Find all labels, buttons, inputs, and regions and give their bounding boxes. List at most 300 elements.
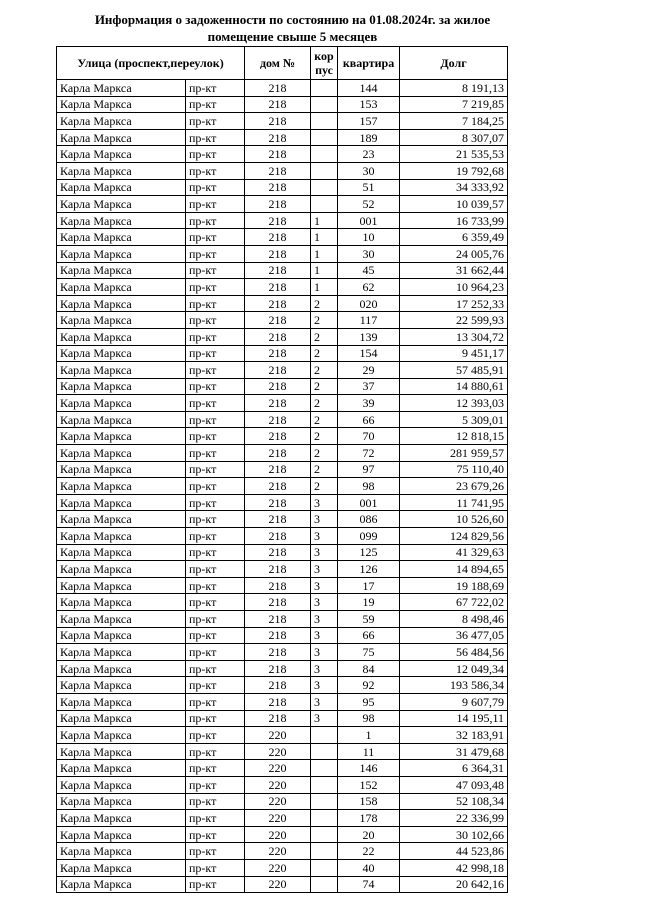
cell-korpus bbox=[311, 859, 338, 876]
cell-debt: 21 535,53 bbox=[400, 146, 508, 163]
cell-street: Карла Маркса bbox=[57, 760, 186, 777]
cell-debt: 8 307,07 bbox=[400, 129, 508, 146]
cell-street: Карла Маркса bbox=[57, 627, 186, 644]
cell-house: 218 bbox=[245, 445, 311, 462]
cell-street: Карла Маркса bbox=[57, 162, 186, 179]
cell-street: Карла Маркса bbox=[57, 196, 186, 213]
table-row bbox=[57, 577, 508, 594]
cell-house: 218 bbox=[245, 295, 311, 312]
cell-korpus: 3 bbox=[311, 511, 338, 528]
cell-type: пр-кт bbox=[186, 528, 245, 545]
cell-debt: 32 183,91 bbox=[400, 727, 508, 744]
table-row bbox=[57, 461, 508, 478]
cell-debt: 10 964,23 bbox=[400, 279, 508, 296]
cell-house: 218 bbox=[245, 561, 311, 578]
cell-house: 220 bbox=[245, 810, 311, 827]
cell-house: 218 bbox=[245, 660, 311, 677]
cell-house: 220 bbox=[245, 793, 311, 810]
cell-street: Карла Маркса bbox=[57, 461, 186, 478]
cell-debt: 14 880,61 bbox=[400, 378, 508, 395]
header-debt: Долг bbox=[400, 47, 508, 80]
cell-house: 220 bbox=[245, 826, 311, 843]
cell-apartment: 66 bbox=[338, 411, 400, 428]
cell-type: пр-кт bbox=[186, 445, 245, 462]
cell-debt: 23 679,26 bbox=[400, 478, 508, 495]
cell-house: 218 bbox=[245, 710, 311, 727]
cell-korpus bbox=[311, 162, 338, 179]
cell-house: 218 bbox=[245, 162, 311, 179]
cell-type: пр-кт bbox=[186, 743, 245, 760]
cell-korpus: 1 bbox=[311, 262, 338, 279]
cell-apartment: 66 bbox=[338, 627, 400, 644]
cell-type: пр-кт bbox=[186, 577, 245, 594]
cell-type: пр-кт bbox=[186, 810, 245, 827]
cell-korpus bbox=[311, 810, 338, 827]
cell-type: пр-кт bbox=[186, 776, 245, 793]
cell-street: Карла Маркса bbox=[57, 129, 186, 146]
cell-debt: 281 959,57 bbox=[400, 445, 508, 462]
cell-street: Карла Маркса bbox=[57, 395, 186, 412]
cell-korpus: 3 bbox=[311, 528, 338, 545]
cell-type: пр-кт bbox=[186, 511, 245, 528]
table-row bbox=[57, 312, 508, 329]
table-row bbox=[57, 428, 508, 445]
cell-debt: 124 829,56 bbox=[400, 528, 508, 545]
cell-debt: 44 523,86 bbox=[400, 843, 508, 860]
cell-korpus: 1 bbox=[311, 212, 338, 229]
cell-type: пр-кт bbox=[186, 262, 245, 279]
cell-korpus: 2 bbox=[311, 428, 338, 445]
cell-street: Карла Маркса bbox=[57, 295, 186, 312]
cell-street: Карла Маркса bbox=[57, 843, 186, 860]
cell-korpus: 2 bbox=[311, 295, 338, 312]
cell-debt: 13 304,72 bbox=[400, 328, 508, 345]
cell-street: Карла Маркса bbox=[57, 262, 186, 279]
table-row bbox=[57, 677, 508, 694]
cell-type: пр-кт bbox=[186, 611, 245, 628]
cell-house: 218 bbox=[245, 378, 311, 395]
cell-apartment: 62 bbox=[338, 279, 400, 296]
table-row bbox=[57, 162, 508, 179]
cell-apartment: 98 bbox=[338, 710, 400, 727]
cell-korpus bbox=[311, 113, 338, 130]
table-row bbox=[57, 826, 508, 843]
cell-type: пр-кт bbox=[186, 245, 245, 262]
cell-street: Карла Маркса bbox=[57, 826, 186, 843]
table-row bbox=[57, 96, 508, 113]
cell-debt: 30 102,66 bbox=[400, 826, 508, 843]
cell-debt: 7 184,25 bbox=[400, 113, 508, 130]
cell-street: Карла Маркса bbox=[57, 411, 186, 428]
cell-type: пр-кт bbox=[186, 80, 245, 97]
cell-type: пр-кт bbox=[186, 179, 245, 196]
cell-house: 220 bbox=[245, 843, 311, 860]
cell-type: пр-кт bbox=[186, 727, 245, 744]
cell-debt: 11 741,95 bbox=[400, 494, 508, 511]
cell-debt: 6 359,49 bbox=[400, 229, 508, 246]
cell-apartment: 144 bbox=[338, 80, 400, 97]
table-row bbox=[57, 179, 508, 196]
table-row bbox=[57, 395, 508, 412]
cell-type: пр-кт bbox=[186, 395, 245, 412]
cell-type: пр-кт bbox=[186, 328, 245, 345]
cell-korpus: 3 bbox=[311, 494, 338, 511]
cell-street: Карла Маркса bbox=[57, 594, 186, 611]
cell-apartment: 099 bbox=[338, 528, 400, 545]
cell-house: 218 bbox=[245, 113, 311, 130]
cell-debt: 56 484,56 bbox=[400, 644, 508, 661]
cell-type: пр-кт bbox=[186, 494, 245, 511]
cell-house: 218 bbox=[245, 644, 311, 661]
cell-type: пр-кт bbox=[186, 677, 245, 694]
debt-table bbox=[56, 46, 508, 893]
cell-debt: 12 393,03 bbox=[400, 395, 508, 412]
cell-debt: 31 662,44 bbox=[400, 262, 508, 279]
table-row bbox=[57, 544, 508, 561]
header-apartment: квартира bbox=[338, 47, 400, 80]
cell-korpus: 2 bbox=[311, 378, 338, 395]
cell-debt: 22 336,99 bbox=[400, 810, 508, 827]
cell-apartment: 152 bbox=[338, 776, 400, 793]
cell-apartment: 189 bbox=[338, 129, 400, 146]
table-row bbox=[57, 345, 508, 362]
cell-street: Карла Маркса bbox=[57, 212, 186, 229]
cell-house: 218 bbox=[245, 212, 311, 229]
table-row bbox=[57, 660, 508, 677]
cell-debt: 75 110,40 bbox=[400, 461, 508, 478]
cell-street: Карла Маркса bbox=[57, 876, 186, 893]
cell-apartment: 29 bbox=[338, 362, 400, 379]
document-title bbox=[0, 11, 585, 45]
cell-type: пр-кт bbox=[186, 544, 245, 561]
table-row bbox=[57, 411, 508, 428]
cell-apartment: 157 bbox=[338, 113, 400, 130]
cell-house: 218 bbox=[245, 262, 311, 279]
table-row bbox=[57, 279, 508, 296]
cell-apartment: 97 bbox=[338, 461, 400, 478]
cell-house: 218 bbox=[245, 129, 311, 146]
table-row bbox=[57, 776, 508, 793]
cell-street: Карла Маркса bbox=[57, 511, 186, 528]
cell-type: пр-кт bbox=[186, 295, 245, 312]
cell-house: 218 bbox=[245, 461, 311, 478]
cell-street: Карла Маркса bbox=[57, 345, 186, 362]
cell-type: пр-кт bbox=[186, 113, 245, 130]
table-row bbox=[57, 561, 508, 578]
cell-apartment: 178 bbox=[338, 810, 400, 827]
cell-house: 220 bbox=[245, 859, 311, 876]
cell-house: 218 bbox=[245, 395, 311, 412]
cell-type: пр-кт bbox=[186, 411, 245, 428]
cell-apartment: 125 bbox=[338, 544, 400, 561]
cell-debt: 57 485,91 bbox=[400, 362, 508, 379]
cell-house: 218 bbox=[245, 611, 311, 628]
cell-apartment: 153 bbox=[338, 96, 400, 113]
cell-house: 218 bbox=[245, 80, 311, 97]
cell-type: пр-кт bbox=[186, 710, 245, 727]
table-row bbox=[57, 710, 508, 727]
cell-street: Карла Маркса bbox=[57, 494, 186, 511]
cell-house: 220 bbox=[245, 776, 311, 793]
cell-house: 218 bbox=[245, 328, 311, 345]
cell-type: пр-кт bbox=[186, 129, 245, 146]
cell-apartment: 20 bbox=[338, 826, 400, 843]
table-row bbox=[57, 859, 508, 876]
cell-street: Карла Маркса bbox=[57, 644, 186, 661]
cell-korpus: 3 bbox=[311, 693, 338, 710]
cell-house: 218 bbox=[245, 146, 311, 163]
table-header-row bbox=[57, 47, 508, 80]
cell-street: Карла Маркса bbox=[57, 378, 186, 395]
cell-house: 218 bbox=[245, 229, 311, 246]
cell-korpus bbox=[311, 196, 338, 213]
cell-street: Карла Маркса bbox=[57, 428, 186, 445]
cell-house: 218 bbox=[245, 245, 311, 262]
table-row bbox=[57, 445, 508, 462]
cell-type: пр-кт bbox=[186, 660, 245, 677]
cell-apartment: 59 bbox=[338, 611, 400, 628]
cell-apartment: 146 bbox=[338, 760, 400, 777]
cell-debt: 41 329,63 bbox=[400, 544, 508, 561]
cell-korpus bbox=[311, 776, 338, 793]
table-row bbox=[57, 129, 508, 146]
table-row bbox=[57, 528, 508, 545]
cell-apartment: 139 bbox=[338, 328, 400, 345]
cell-type: пр-кт bbox=[186, 96, 245, 113]
cell-street: Карла Маркса bbox=[57, 179, 186, 196]
table-row bbox=[57, 146, 508, 163]
cell-korpus: 2 bbox=[311, 478, 338, 495]
cell-korpus: 3 bbox=[311, 544, 338, 561]
cell-apartment: 75 bbox=[338, 644, 400, 661]
cell-korpus bbox=[311, 146, 338, 163]
cell-debt: 67 722,02 bbox=[400, 594, 508, 611]
title-line-1: Информация о задоженности по состоянию на 01.08.2024г. за жилое bbox=[94, 12, 491, 27]
cell-type: пр-кт bbox=[186, 229, 245, 246]
cell-street: Карла Маркса bbox=[57, 528, 186, 545]
cell-type: пр-кт bbox=[186, 212, 245, 229]
cell-type: пр-кт bbox=[186, 378, 245, 395]
cell-debt: 8 191,13 bbox=[400, 80, 508, 97]
cell-street: Карла Маркса bbox=[57, 279, 186, 296]
cell-street: Карла Маркса bbox=[57, 776, 186, 793]
cell-apartment: 30 bbox=[338, 245, 400, 262]
cell-type: пр-кт bbox=[186, 627, 245, 644]
cell-house: 220 bbox=[245, 743, 311, 760]
cell-apartment: 1 bbox=[338, 727, 400, 744]
cell-type: пр-кт bbox=[186, 362, 245, 379]
cell-korpus: 2 bbox=[311, 395, 338, 412]
cell-debt: 19 792,68 bbox=[400, 162, 508, 179]
cell-korpus: 3 bbox=[311, 594, 338, 611]
cell-apartment: 70 bbox=[338, 428, 400, 445]
cell-street: Карла Маркса bbox=[57, 727, 186, 744]
cell-street: Карла Маркса bbox=[57, 312, 186, 329]
cell-korpus: 3 bbox=[311, 611, 338, 628]
cell-debt: 31 479,68 bbox=[400, 743, 508, 760]
table-row bbox=[57, 727, 508, 744]
cell-apartment: 45 bbox=[338, 262, 400, 279]
table-row bbox=[57, 743, 508, 760]
cell-street: Карла Маркса bbox=[57, 478, 186, 495]
cell-korpus: 3 bbox=[311, 561, 338, 578]
header-street: Улица (проспект,переулок) bbox=[57, 47, 245, 80]
table-row bbox=[57, 594, 508, 611]
cell-house: 218 bbox=[245, 544, 311, 561]
cell-korpus: 3 bbox=[311, 660, 338, 677]
cell-korpus bbox=[311, 179, 338, 196]
cell-type: пр-кт bbox=[186, 826, 245, 843]
cell-house: 218 bbox=[245, 577, 311, 594]
table-row bbox=[57, 843, 508, 860]
cell-house: 220 bbox=[245, 727, 311, 744]
cell-korpus: 3 bbox=[311, 644, 338, 661]
cell-apartment: 22 bbox=[338, 843, 400, 860]
table-row bbox=[57, 611, 508, 628]
cell-street: Карла Маркса bbox=[57, 693, 186, 710]
cell-korpus: 2 bbox=[311, 345, 338, 362]
cell-apartment: 52 bbox=[338, 196, 400, 213]
cell-korpus bbox=[311, 843, 338, 860]
cell-apartment: 37 bbox=[338, 378, 400, 395]
cell-korpus: 2 bbox=[311, 411, 338, 428]
table-row bbox=[57, 378, 508, 395]
table-row bbox=[57, 760, 508, 777]
cell-debt: 5 309,01 bbox=[400, 411, 508, 428]
header-house: дом № bbox=[245, 47, 311, 80]
cell-street: Карла Маркса bbox=[57, 113, 186, 130]
table-row bbox=[57, 478, 508, 495]
cell-house: 218 bbox=[245, 511, 311, 528]
cell-korpus: 1 bbox=[311, 279, 338, 296]
table-row bbox=[57, 80, 508, 97]
cell-korpus bbox=[311, 727, 338, 744]
cell-apartment: 001 bbox=[338, 494, 400, 511]
cell-korpus: 2 bbox=[311, 312, 338, 329]
cell-street: Карла Маркса bbox=[57, 445, 186, 462]
cell-debt: 22 599,93 bbox=[400, 312, 508, 329]
cell-type: пр-кт bbox=[186, 461, 245, 478]
cell-apartment: 086 bbox=[338, 511, 400, 528]
cell-debt: 7 219,85 bbox=[400, 96, 508, 113]
cell-debt: 6 364,31 bbox=[400, 760, 508, 777]
cell-korpus bbox=[311, 80, 338, 97]
cell-apartment: 84 bbox=[338, 660, 400, 677]
cell-type: пр-кт bbox=[186, 196, 245, 213]
title-line-2: помещение свыше 5 месяцев bbox=[207, 29, 378, 44]
cell-street: Карла Маркса bbox=[57, 245, 186, 262]
cell-house: 218 bbox=[245, 494, 311, 511]
header-korpus: кор пус bbox=[311, 47, 338, 80]
cell-street: Карла Маркса bbox=[57, 743, 186, 760]
cell-type: пр-кт bbox=[186, 760, 245, 777]
cell-street: Карла Маркса bbox=[57, 710, 186, 727]
cell-debt: 9 607,79 bbox=[400, 693, 508, 710]
table-row bbox=[57, 693, 508, 710]
cell-debt: 14 894,65 bbox=[400, 561, 508, 578]
cell-apartment: 72 bbox=[338, 445, 400, 462]
cell-house: 220 bbox=[245, 876, 311, 893]
cell-debt: 10 526,60 bbox=[400, 511, 508, 528]
cell-apartment: 40 bbox=[338, 859, 400, 876]
cell-debt: 12 049,34 bbox=[400, 660, 508, 677]
table-row bbox=[57, 793, 508, 810]
cell-street: Карла Маркса bbox=[57, 793, 186, 810]
cell-street: Карла Маркса bbox=[57, 544, 186, 561]
cell-type: пр-кт bbox=[186, 594, 245, 611]
cell-house: 218 bbox=[245, 677, 311, 694]
cell-house: 218 bbox=[245, 594, 311, 611]
cell-apartment: 11 bbox=[338, 743, 400, 760]
cell-type: пр-кт bbox=[186, 644, 245, 661]
cell-house: 218 bbox=[245, 96, 311, 113]
cell-apartment: 158 bbox=[338, 793, 400, 810]
cell-house: 218 bbox=[245, 179, 311, 196]
cell-type: пр-кт bbox=[186, 146, 245, 163]
cell-type: пр-кт bbox=[186, 859, 245, 876]
cell-korpus bbox=[311, 793, 338, 810]
cell-korpus bbox=[311, 743, 338, 760]
cell-street: Карла Маркса bbox=[57, 660, 186, 677]
cell-debt: 20 642,16 bbox=[400, 876, 508, 893]
cell-street: Карла Маркса bbox=[57, 328, 186, 345]
cell-debt: 193 586,34 bbox=[400, 677, 508, 694]
cell-street: Карла Маркса bbox=[57, 677, 186, 694]
cell-korpus: 2 bbox=[311, 328, 338, 345]
cell-apartment: 74 bbox=[338, 876, 400, 893]
cell-house: 218 bbox=[245, 279, 311, 296]
cell-debt: 16 733,99 bbox=[400, 212, 508, 229]
cell-debt: 36 477,05 bbox=[400, 627, 508, 644]
table-row bbox=[57, 362, 508, 379]
cell-korpus bbox=[311, 96, 338, 113]
cell-korpus bbox=[311, 129, 338, 146]
cell-debt: 19 188,69 bbox=[400, 577, 508, 594]
cell-apartment: 117 bbox=[338, 312, 400, 329]
table-row bbox=[57, 876, 508, 893]
cell-korpus: 3 bbox=[311, 677, 338, 694]
table-row bbox=[57, 511, 508, 528]
cell-apartment: 51 bbox=[338, 179, 400, 196]
cell-apartment: 95 bbox=[338, 693, 400, 710]
table-row bbox=[57, 229, 508, 246]
cell-street: Карла Маркса bbox=[57, 146, 186, 163]
cell-street: Карла Маркса bbox=[57, 611, 186, 628]
table-row bbox=[57, 494, 508, 511]
table-row bbox=[57, 627, 508, 644]
cell-debt: 17 252,33 bbox=[400, 295, 508, 312]
cell-korpus bbox=[311, 826, 338, 843]
cell-type: пр-кт bbox=[186, 279, 245, 296]
cell-korpus: 2 bbox=[311, 362, 338, 379]
cell-apartment: 001 bbox=[338, 212, 400, 229]
cell-street: Карла Маркса bbox=[57, 810, 186, 827]
cell-debt: 34 333,92 bbox=[400, 179, 508, 196]
cell-debt: 10 039,57 bbox=[400, 196, 508, 213]
cell-debt: 8 498,46 bbox=[400, 611, 508, 628]
cell-apartment: 126 bbox=[338, 561, 400, 578]
cell-type: пр-кт bbox=[186, 162, 245, 179]
cell-type: пр-кт bbox=[186, 478, 245, 495]
cell-house: 218 bbox=[245, 411, 311, 428]
cell-korpus: 2 bbox=[311, 445, 338, 462]
cell-apartment: 92 bbox=[338, 677, 400, 694]
cell-korpus: 1 bbox=[311, 245, 338, 262]
cell-apartment: 154 bbox=[338, 345, 400, 362]
table-row bbox=[57, 245, 508, 262]
cell-korpus bbox=[311, 876, 338, 893]
cell-house: 218 bbox=[245, 362, 311, 379]
